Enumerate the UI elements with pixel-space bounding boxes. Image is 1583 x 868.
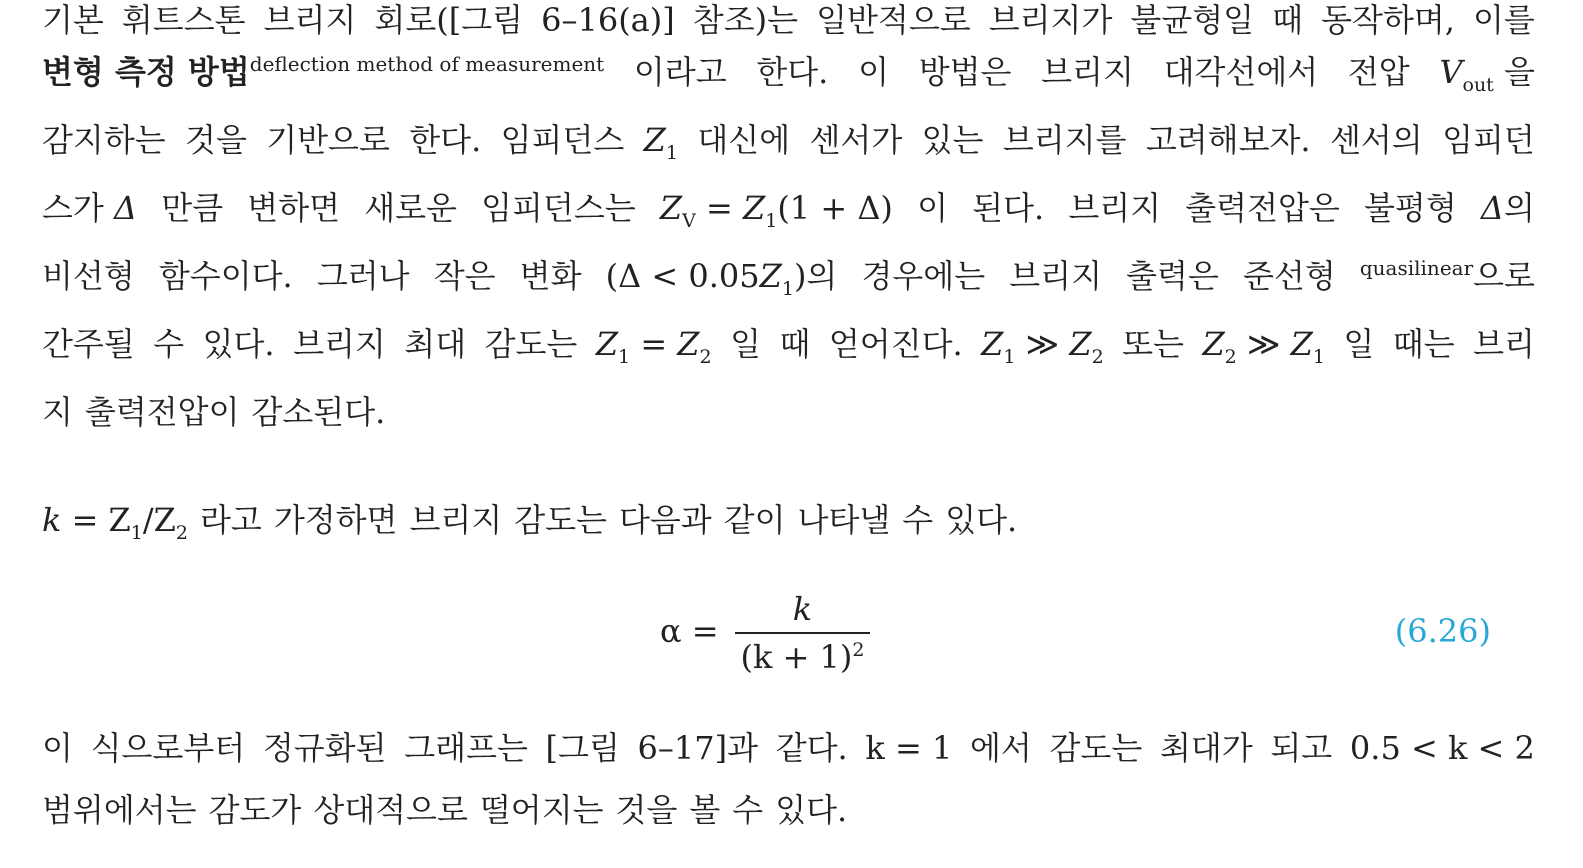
word: 기반으로 bbox=[266, 121, 390, 159]
word: 때는 bbox=[1392, 325, 1455, 363]
word: 브리지 bbox=[263, 1, 357, 39]
word: 전압 bbox=[1347, 53, 1410, 91]
term-note: deflection method of measurement bbox=[249, 52, 605, 76]
word: 있다. bbox=[202, 325, 275, 363]
word: 임피던 bbox=[1442, 121, 1535, 159]
equation-number: (6.26) bbox=[1394, 612, 1491, 650]
word: 대각선에서 bbox=[1163, 53, 1319, 91]
math-group: $Z_1$ ≫ $Z_2$ bbox=[981, 325, 1104, 368]
word: 경우에는 bbox=[861, 257, 986, 295]
word: 수 bbox=[732, 791, 764, 829]
word: 된다. bbox=[972, 189, 1045, 227]
word: 휘트스톤 bbox=[121, 1, 246, 39]
word: 스가 bbox=[42, 189, 104, 227]
word: 일반적으로 bbox=[816, 1, 971, 39]
math-group bbox=[42, 188, 137, 228]
word: 이라고 bbox=[633, 53, 727, 91]
word: 가정하면 bbox=[273, 501, 398, 539]
word: 감도는 bbox=[1049, 729, 1143, 767]
word: 같다. bbox=[775, 729, 848, 767]
word: 만큼 bbox=[161, 189, 224, 227]
p1-line1 bbox=[42, 0, 1535, 40]
word: 작은 bbox=[433, 257, 496, 295]
p1-line2 bbox=[42, 52, 1535, 97]
word: 감도가 bbox=[208, 791, 302, 829]
word: 정규화된 bbox=[262, 729, 387, 767]
p2-line1 bbox=[42, 500, 1535, 545]
p3-line1 bbox=[42, 728, 1535, 768]
math-group: $Z_1 = Z_2$ bbox=[595, 325, 712, 368]
word: 수 bbox=[902, 501, 934, 539]
word: 대신에 bbox=[697, 121, 791, 159]
word: 브리지를 bbox=[1002, 121, 1127, 159]
p3-line2 bbox=[42, 790, 1535, 830]
word: 회로([그림 bbox=[374, 1, 524, 39]
word: 6–16(a)] bbox=[541, 1, 675, 39]
math-symbol: $Z_1$ bbox=[742, 189, 778, 232]
term-deflection: 변형 측정 방법 bbox=[42, 53, 250, 91]
word: 것을 bbox=[185, 121, 247, 159]
word: 감소된다. bbox=[251, 393, 386, 431]
word: 수 bbox=[153, 325, 185, 363]
word: 감지하는 bbox=[42, 121, 166, 159]
math-symbol: $Z_2$ bbox=[1069, 325, 1104, 368]
word: 출력은 bbox=[1126, 257, 1219, 295]
word: 한다. bbox=[409, 121, 482, 159]
word: 라고 bbox=[199, 501, 262, 539]
word: 있다. bbox=[775, 791, 848, 829]
word: 출력전압이 bbox=[84, 393, 240, 431]
word: 6–17]과 bbox=[637, 729, 759, 767]
word: 때 bbox=[779, 325, 811, 363]
word: 브리 bbox=[1473, 325, 1535, 363]
word: 한다. bbox=[756, 53, 829, 91]
p1-line3 bbox=[42, 120, 1535, 165]
word: 동작하며, bbox=[1321, 1, 1455, 39]
word: 이 bbox=[858, 53, 889, 91]
word: 브리지 bbox=[1068, 189, 1162, 227]
equation-numerator: k bbox=[792, 590, 813, 628]
word: 브리지 bbox=[1009, 257, 1102, 295]
word: 되고 bbox=[1270, 729, 1333, 767]
k-range: 0.5 < k < 2 bbox=[1349, 729, 1535, 767]
word: 일 bbox=[1343, 325, 1375, 363]
word: 이를 bbox=[1473, 1, 1535, 39]
word: 브리지 bbox=[409, 501, 503, 539]
math-symbol: $Z_V$ bbox=[659, 189, 696, 232]
math-group: $Z_V = Z_1(1 + \Delta)$ bbox=[659, 189, 893, 232]
word: 이 bbox=[42, 729, 73, 767]
word: 지 bbox=[42, 393, 73, 431]
word: 출력전압은 bbox=[1185, 189, 1340, 227]
math-group: Δ의 bbox=[1480, 189, 1535, 227]
k-equals-one: k = 1 bbox=[865, 729, 953, 767]
word: 센서가 bbox=[809, 121, 903, 159]
word: 함수이다. bbox=[158, 257, 293, 295]
word: 감도는 bbox=[514, 501, 607, 539]
word: 최대 bbox=[404, 325, 467, 363]
word: [그림 bbox=[545, 729, 620, 767]
word: 기본 bbox=[42, 1, 104, 39]
math-symbol: $Z_1$ bbox=[595, 325, 631, 368]
word: 같이 bbox=[723, 501, 786, 539]
word: 감도는 bbox=[484, 325, 578, 363]
math-symbol: $Z_2$ bbox=[1202, 325, 1237, 368]
math-symbol: $Z_1$ bbox=[759, 257, 794, 300]
word: 일 bbox=[730, 325, 762, 363]
word: 또는 bbox=[1122, 325, 1184, 363]
word: 임피던스는 bbox=[481, 189, 636, 227]
word: 있는 bbox=[921, 121, 984, 159]
word: 센서의 bbox=[1329, 121, 1423, 159]
math-symbol: $Z_1$ bbox=[643, 121, 678, 164]
word: 방법은 bbox=[918, 53, 1012, 91]
math-group: $^{quasilinear}$으로 bbox=[1359, 256, 1535, 295]
math-symbol: Δ bbox=[1480, 189, 1505, 227]
word: 다음과 bbox=[618, 501, 712, 539]
word: 브리지가 bbox=[988, 1, 1113, 39]
word: 그래프는 bbox=[404, 729, 528, 767]
word: 비선형 bbox=[42, 257, 135, 295]
word: 나타낼 bbox=[797, 501, 891, 539]
word: 불균형일 bbox=[1130, 1, 1255, 39]
math-symbol: Δ bbox=[114, 189, 138, 227]
word: 브리지 bbox=[293, 325, 386, 363]
word: 얻어진다. bbox=[828, 325, 963, 363]
word: 볼 bbox=[689, 791, 721, 829]
word: 변하면 bbox=[247, 189, 341, 227]
word: 변화 bbox=[519, 257, 582, 295]
math-symbol: k bbox=[42, 501, 62, 539]
word: 고려해보자. bbox=[1145, 121, 1311, 159]
equation-fraction bbox=[735, 590, 870, 676]
word: 임피던스 bbox=[500, 121, 625, 159]
math-group: $k = Z_1/Z_2$ bbox=[42, 501, 188, 544]
word: 것을 bbox=[615, 791, 678, 829]
vout: $V_{out}$ 을 bbox=[1439, 53, 1535, 96]
p1-line7 bbox=[42, 392, 1535, 432]
math-symbol: $Z_1$ bbox=[981, 325, 1016, 368]
word: 식으로부터 bbox=[90, 729, 246, 767]
p1-line6 bbox=[42, 324, 1535, 369]
word: 참조)는 bbox=[692, 1, 799, 39]
word: 준선형 bbox=[1243, 257, 1336, 295]
word: 있다. bbox=[945, 501, 1018, 539]
word: 상대적으로 bbox=[313, 791, 468, 829]
word: 그러나 bbox=[316, 257, 410, 295]
word: 불평형 bbox=[1364, 189, 1457, 227]
word: 새로운 bbox=[364, 189, 457, 227]
p1-line5 bbox=[42, 256, 1535, 301]
word: 떨어지는 bbox=[479, 791, 604, 829]
word: 최대가 bbox=[1159, 729, 1253, 767]
word: 간주될 bbox=[42, 325, 135, 363]
math-symbol: $Z_2$ bbox=[677, 325, 712, 368]
equation-lhs: α = bbox=[660, 612, 719, 650]
word: 때 bbox=[1272, 1, 1304, 39]
word: 이 bbox=[917, 189, 948, 227]
equation-denominator: $(k + 1)^2$ bbox=[740, 638, 865, 676]
p1-line4 bbox=[42, 188, 1535, 233]
math-group: $(\Delta < 0.05Z_1)$의 bbox=[605, 257, 838, 300]
math-symbol: $Z_1$ bbox=[1290, 325, 1325, 368]
word: 브리지 bbox=[1041, 53, 1134, 91]
word: 에서 bbox=[970, 729, 1032, 767]
word: 범위에서는 bbox=[42, 791, 197, 829]
math-group: $Z_2$ ≫ $Z_1$ bbox=[1202, 325, 1325, 368]
